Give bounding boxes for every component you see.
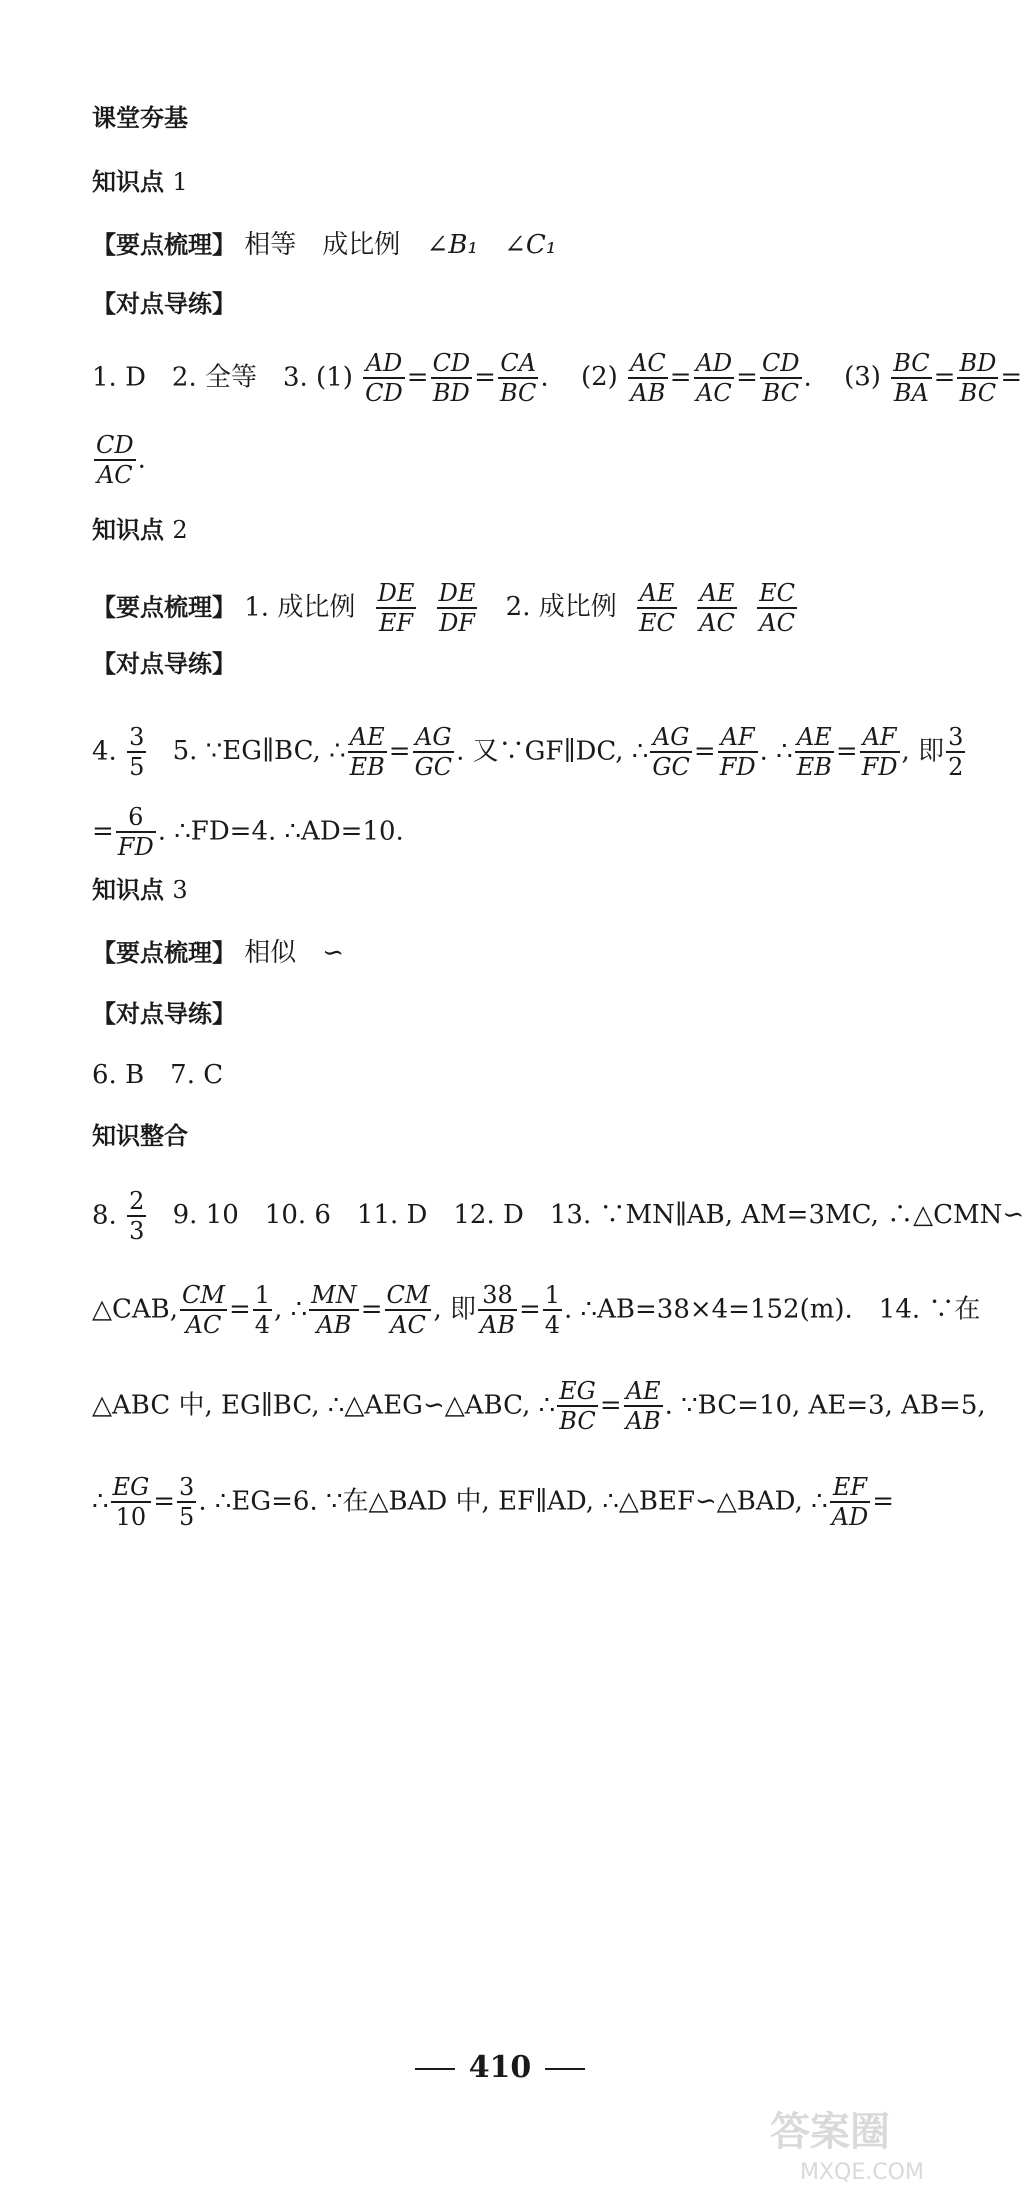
key-points-2: 【要点梳理】 1. 成比例 $\frac{DE}{EF}$ $\frac{DE}{DF}$ 2. 成比例 $\frac{AE}{EC}$ $\frac{AE}{AC}$ $\frac{EC}{AC}$ xyxy=(92,579,796,638)
practice-1-heading: 【对点导练】 xyxy=(92,290,236,318)
section-title: 课堂夯基 xyxy=(92,104,188,132)
practice-3-heading: 【对点导练】 xyxy=(92,1000,236,1028)
answers-line-8: △ABC 中, EG∥BC, ∴△AEG∽△ABC, ∴ $\frac{EG}{BC}$ = $\frac{AE}{AB}$ . ∵BC=10, AE=3, AB=5, xyxy=(92,1377,986,1436)
answers-line-5: 6. B 7. C xyxy=(92,1060,224,1090)
answers-line-6: 8. $\frac{2}{3}$ 9. 10 10. 6 11. D 12. D 13. ∵MN∥AB, AM=3MC, ∴△CMN∽ xyxy=(92,1187,1024,1246)
knowledge-point-2-heading: 知识点 2 xyxy=(92,516,188,544)
knowledge-point-3-heading: 知识点 3 xyxy=(92,876,188,904)
page-number: 410 xyxy=(0,2050,1000,2085)
key-points-3: 【要点梳理】 相似 ∽ xyxy=(92,938,345,968)
answers-line-1: 1. D 2. 全等 3. (1) $\frac{AD}{CD}$ = $\frac{CD}{BD}$ = $\frac{CA}{BC}$ . (2) $\frac{AC}{AB}$ = $\frac{AD}{AC}$ = $\frac{CD}{BC}$ . (3) $\frac{BC}{BA}$ = $\frac{BD}{BC}$ = xyxy=(92,349,1023,408)
practice-2-heading: 【对点导练】 xyxy=(92,650,236,678)
answers-line-7: △CAB, $\frac{CM}{AC}$ = $\frac{1}{4}$ , ∴ $\frac{MN}{AB}$ = $\frac{CM}{AC}$ , 即 $\frac{38}{AB}$ = $\frac{1}{4}$ . ∴AB=38×4=152(m). 14. ∵在 xyxy=(92,1281,981,1340)
answers-line-2: $\frac{CD}{AC}$ . xyxy=(96,431,146,490)
answers-line-9: ∴ $\frac{EG}{10}$ = $\frac{3}{5}$ . ∴EG=6. ∵在△BAD 中, EF∥AD, ∴△BEF∽△BAD, ∴ $\frac{EF}{AD}$ = xyxy=(92,1473,895,1532)
answers-line-3: 4. $\frac{3}{5}$ 5. ∵EG∥BC, ∴ $\frac{AE}{EB}$ = $\frac{AG}{GC}$ . 又∵GF∥DC, ∴ $\frac{AG}{GC}$ = $\frac{AF}{FD}$ . ∴ $\frac{AE}{EB}$ = $\frac{AF}{FD}$ , 即 $\frac{3}{2}$ xyxy=(92,723,964,782)
watermark-url: MXQE.COM xyxy=(800,2160,924,2185)
answers-line-4: = $\frac{6}{FD}$ . ∴FD=4. ∴AD=10. xyxy=(92,803,404,862)
watermark-logo: 答案圈 xyxy=(770,2109,890,2155)
knowledge-point-1-heading: 知识点 1 xyxy=(92,168,188,196)
key-points-1: 【要点梳理】 相等 成比例 ∠B₁ ∠C₁ xyxy=(92,230,557,260)
integration-heading: 知识整合 xyxy=(92,1122,188,1150)
